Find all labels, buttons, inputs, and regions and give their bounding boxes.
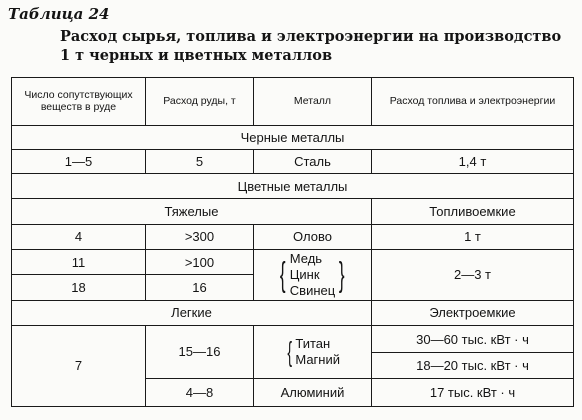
header-metal: Металл <box>254 78 372 126</box>
section-nonferrous: Цветные металлы <box>12 174 574 199</box>
left-brace: { <box>287 335 293 367</box>
right-brace: } <box>339 255 345 294</box>
metals-table <box>11 77 574 407</box>
aluminium-consumption: 17 тыс. кВт · ч <box>372 378 574 406</box>
section-light: Легкие <box>12 300 372 325</box>
copper-ore: >100 <box>146 250 254 275</box>
tin-count: 4 <box>12 224 146 249</box>
titanium-magnesium-metals <box>254 325 372 378</box>
metal-zinc: Цинк <box>289 266 320 282</box>
steel-count: 1—5 <box>12 149 146 173</box>
aluminium-metal: Алюминий <box>254 378 372 406</box>
zinc-lead-count: 18 <box>12 275 146 300</box>
metal-copper: Медь <box>289 250 323 266</box>
section-fuel-intensive: Топливоемкие <box>372 199 574 224</box>
steel-ore: 5 <box>146 149 254 173</box>
section-ferrous: Черные металлы <box>12 125 574 149</box>
copper-zinc-lead-metals <box>254 250 372 301</box>
header-substance-count: Число сопутствующих веществ в руде <box>12 78 146 126</box>
steel-consumption: 1,4 т <box>372 149 574 173</box>
light-count: 7 <box>12 325 146 406</box>
tin-ore: >300 <box>146 224 254 249</box>
left-brace: { <box>280 255 286 294</box>
steel-metal: Сталь <box>254 149 372 173</box>
magnesium-consumption: 18—20 тыс. кВт · ч <box>372 353 574 378</box>
section-electro-intensive: Электроемкие <box>372 300 574 325</box>
metal-titanium: Титан <box>295 335 331 351</box>
table-title: Расход сырья, топлива и электроэнергии на производство 1 т черных и цветных металлов <box>60 28 562 64</box>
zinc-lead-ore: 16 <box>146 275 254 300</box>
copper-group-consumption: 2—3 т <box>372 250 574 301</box>
header-fuel-consumption: Расход топлива и электроэнергии <box>372 78 574 126</box>
section-heavy: Тяжелые <box>12 199 372 224</box>
table-caption: Таблица 24 <box>8 5 110 23</box>
aluminium-ore: 4—8 <box>146 378 254 406</box>
titanium-magnesium-ore: 15—16 <box>146 325 254 378</box>
tin-consumption: 1 т <box>372 224 574 249</box>
titanium-consumption: 30—60 тыс. кВт · ч <box>372 325 574 352</box>
metal-magnesium: Магний <box>295 351 340 367</box>
tin-metal: Олово <box>254 224 372 249</box>
copper-count: 11 <box>12 250 146 275</box>
metal-lead: Свинец <box>289 282 336 298</box>
header-ore-consumption: Расход руды, т <box>146 78 254 126</box>
